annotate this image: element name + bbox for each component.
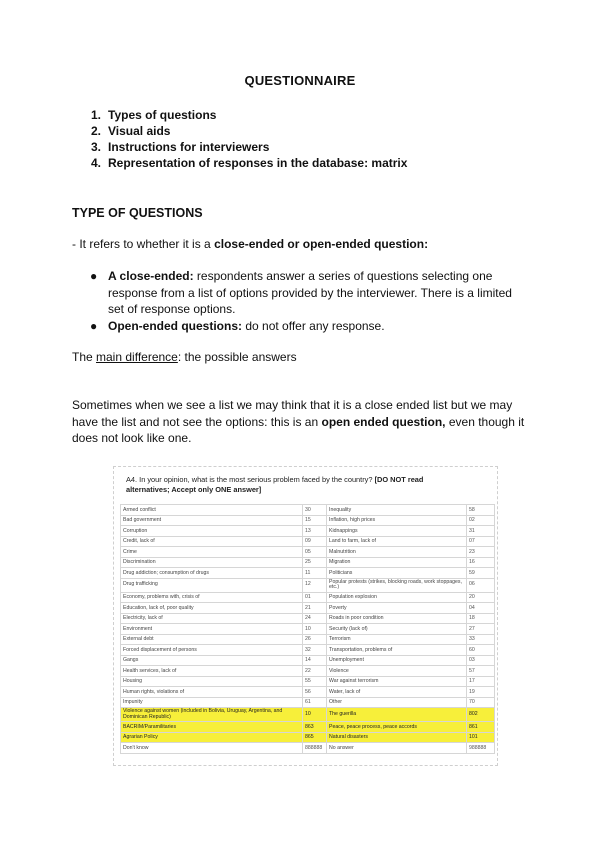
option-right: Land to farm, lack of xyxy=(327,536,467,547)
code-left: 01 xyxy=(303,592,327,603)
option-right: Kidnappings xyxy=(327,526,467,537)
option-right: Transportation, problems of xyxy=(327,645,467,656)
code-right: 70 xyxy=(467,697,495,708)
table-row xyxy=(121,697,495,708)
option-left: Environment xyxy=(121,624,303,635)
bullet-bold: Open-ended questions: xyxy=(108,318,243,333)
code-right: 861 xyxy=(467,722,495,733)
table-row xyxy=(121,676,495,687)
option-right: Population explosion xyxy=(327,592,467,603)
table-row xyxy=(121,557,495,568)
code-left: 11 xyxy=(303,568,327,579)
table-row xyxy=(121,655,495,666)
code-right: 33 xyxy=(467,634,495,645)
code-left: 10 xyxy=(303,708,327,722)
open-ended-paragraph xyxy=(72,397,527,447)
table-row xyxy=(121,578,495,592)
table-row xyxy=(121,722,495,733)
question-label: A4. In your opinion, what is the most serious problem faced by the country? xyxy=(126,475,373,484)
code-right: 07 xyxy=(467,536,495,547)
code-left: 13 xyxy=(303,526,327,537)
option-left: Housing xyxy=(121,676,303,687)
option-left: Violence against women (included in Bolivia, Uruguay, Argentina, and Dominican Republic) xyxy=(121,708,303,722)
toc-item xyxy=(91,107,407,123)
table-row xyxy=(121,624,495,635)
code-left: 09 xyxy=(303,536,327,547)
code-left: 26 xyxy=(303,634,327,645)
code-right: 101 xyxy=(467,732,495,743)
toc-number: 1. xyxy=(91,108,102,122)
option-right: Inflation, high prices xyxy=(327,515,467,526)
code-right: 27 xyxy=(467,624,495,635)
difference-prefix: The xyxy=(72,350,97,364)
toc-number: 4. xyxy=(91,156,102,170)
code-left: 56 xyxy=(303,687,327,698)
toc-label: Visual aids xyxy=(108,124,171,138)
table-row xyxy=(121,634,495,645)
code-left: 888888 xyxy=(303,743,327,754)
option-left: Health services, lack of xyxy=(121,666,303,677)
table-row xyxy=(121,547,495,558)
option-left: Education, lack of, poor quality xyxy=(121,603,303,614)
option-right: Water, lack of xyxy=(327,687,467,698)
option-right: Other xyxy=(327,697,467,708)
question-header xyxy=(126,475,466,495)
code-right: 60 xyxy=(467,645,495,656)
option-right: Politicians xyxy=(327,568,467,579)
option-left: Human rights, violations of xyxy=(121,687,303,698)
option-left: Drug addiction; consumption of drugs xyxy=(121,568,303,579)
option-left: Bad government xyxy=(121,515,303,526)
table-row xyxy=(121,505,495,516)
intro-line xyxy=(72,237,532,251)
code-right: 04 xyxy=(467,603,495,614)
toc-label: Representation of responses in the database: matrix xyxy=(108,156,408,170)
table-row xyxy=(121,708,495,722)
code-right: 59 xyxy=(467,568,495,579)
table-row xyxy=(121,603,495,614)
option-right: Natural disasters xyxy=(327,732,467,743)
option-right: War against terrorism xyxy=(327,676,467,687)
code-right: 06 xyxy=(467,578,495,592)
paragraph-bold: open ended question, xyxy=(321,414,446,429)
code-right: 58 xyxy=(467,505,495,516)
code-right: 31 xyxy=(467,526,495,537)
code-left: 32 xyxy=(303,645,327,656)
option-right: The guerilla xyxy=(327,708,467,722)
difference-suffix: : the possible answers xyxy=(177,350,297,364)
code-left: 30 xyxy=(303,505,327,516)
table-row xyxy=(121,687,495,698)
option-left: BACRIM/Paramilitaries xyxy=(121,722,303,733)
difference-underlined: main difference xyxy=(96,350,178,364)
bullet-item xyxy=(90,268,530,318)
intro-bold: close-ended or open-ended question: xyxy=(214,237,429,251)
toc-item xyxy=(91,139,407,155)
toc-number: 2. xyxy=(91,124,102,138)
code-right: 18 xyxy=(467,613,495,624)
option-right: Migration xyxy=(327,557,467,568)
intro-prefix: - It refers to whether it is a xyxy=(72,237,215,251)
table-row xyxy=(121,645,495,656)
code-left: 14 xyxy=(303,655,327,666)
table-of-contents xyxy=(91,107,407,171)
option-right: Violence xyxy=(327,666,467,677)
bullet-dot-icon: ● xyxy=(90,318,98,333)
option-left: Impunity xyxy=(121,697,303,708)
bullet-list xyxy=(90,268,530,334)
option-left: Corruption xyxy=(121,526,303,537)
toc-item xyxy=(91,123,407,139)
code-left: 24 xyxy=(303,613,327,624)
option-right: No answer xyxy=(327,743,467,754)
code-right: 988888 xyxy=(467,743,495,754)
table-row xyxy=(121,592,495,603)
bullet-text: do not offer any response. xyxy=(242,318,385,333)
option-left: Economy, problems with, crisis of xyxy=(121,592,303,603)
code-right: 16 xyxy=(467,557,495,568)
bullet-item xyxy=(90,318,530,335)
option-right: Unemployment xyxy=(327,655,467,666)
table-row xyxy=(121,743,495,754)
option-left: Forced displacement of persons xyxy=(121,645,303,656)
code-left: 61 xyxy=(303,697,327,708)
paragraph-suffix: even though it does not look like one. xyxy=(72,414,525,445)
code-right: 57 xyxy=(467,666,495,677)
table-row xyxy=(121,526,495,537)
code-left: 21 xyxy=(303,603,327,614)
option-left: Agrarian Policy xyxy=(121,732,303,743)
question-instruction: [DO NOT read alternatives; Accept only ONE answer] xyxy=(126,475,424,494)
option-right: Security (lack of) xyxy=(327,624,467,635)
code-right: 20 xyxy=(467,592,495,603)
table-row xyxy=(121,666,495,677)
code-left: 25 xyxy=(303,557,327,568)
code-right: 17 xyxy=(467,676,495,687)
difference-line xyxy=(72,350,297,364)
option-left: Credit, lack of xyxy=(121,536,303,547)
paragraph-text: Sometimes when we see a list we may think that it is a close ended list but we may have the list and not see the options: this is an xyxy=(72,398,513,429)
section-heading: TYPE OF QUESTIONS xyxy=(72,206,203,220)
code-right: 02 xyxy=(467,515,495,526)
option-left: Drug trafficking xyxy=(121,578,303,592)
code-left: 865 xyxy=(303,732,327,743)
option-left: Crime xyxy=(121,547,303,558)
option-right: Popular protests (strikes, blocking roads, work stoppages, etc.) xyxy=(327,578,467,592)
option-right: Terrorism xyxy=(327,634,467,645)
code-left: 22 xyxy=(303,666,327,677)
option-left: External debt xyxy=(121,634,303,645)
code-left: 05 xyxy=(303,547,327,558)
toc-number: 3. xyxy=(91,140,102,154)
code-left: 55 xyxy=(303,676,327,687)
option-left: Gangs xyxy=(121,655,303,666)
questionnaire-image xyxy=(113,466,498,766)
option-left: Electricity, lack of xyxy=(121,613,303,624)
code-right: 802 xyxy=(467,708,495,722)
code-right: 19 xyxy=(467,687,495,698)
toc-label: Instructions for interviewers xyxy=(108,140,270,154)
bullet-text: respondents answer a series of questions selecting one response from a list of options provided by the interviewer. There is a limited set of response options. xyxy=(108,269,512,316)
code-left: 10 xyxy=(303,624,327,635)
code-left: 15 xyxy=(303,515,327,526)
option-right: Roads in poor condition xyxy=(327,613,467,624)
code-left: 12 xyxy=(303,578,327,592)
table-row xyxy=(121,568,495,579)
toc-label: Types of questions xyxy=(108,108,217,122)
bullet-bold: A close-ended: xyxy=(108,269,194,283)
table-row xyxy=(121,613,495,624)
option-left: Armed conflict xyxy=(121,505,303,516)
code-left: 863 xyxy=(303,722,327,733)
table-row xyxy=(121,515,495,526)
option-left: Discrimination xyxy=(121,557,303,568)
option-left: Don't know xyxy=(121,743,303,754)
toc-item xyxy=(91,155,407,171)
option-right: Poverty xyxy=(327,603,467,614)
bullet-dot-icon: ● xyxy=(90,269,98,283)
page-title: QUESTIONNAIRE xyxy=(244,73,356,88)
option-right: Peace, peace process, peace accords xyxy=(327,722,467,733)
code-right: 03 xyxy=(467,655,495,666)
option-right: Inequality xyxy=(327,505,467,516)
table-row xyxy=(121,732,495,743)
answer-options-table xyxy=(120,504,495,754)
option-right: Malnutrition xyxy=(327,547,467,558)
table-row xyxy=(121,536,495,547)
code-right: 23 xyxy=(467,547,495,558)
